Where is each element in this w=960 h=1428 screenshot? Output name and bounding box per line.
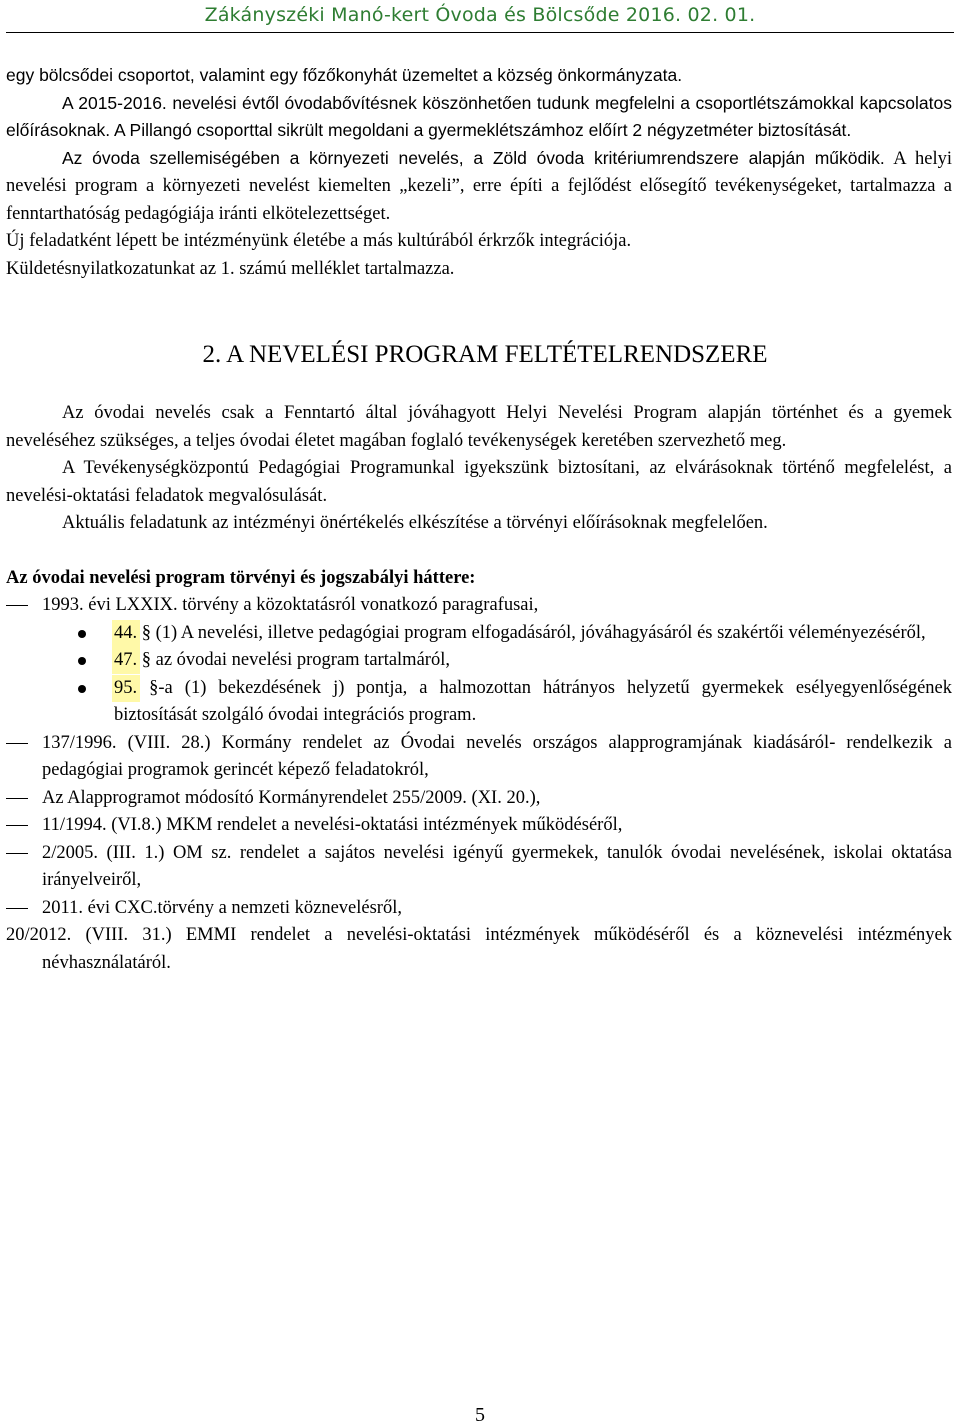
list-item xyxy=(6,592,952,620)
spacer xyxy=(6,283,952,338)
bullet-marker xyxy=(78,630,86,638)
intro-paragraph-3 xyxy=(6,145,952,229)
list-sub-item xyxy=(6,647,952,675)
dash-marker xyxy=(6,605,28,606)
intro-paragraph-4: Új feladatként lépett be intézményünk életébe a más kultúrából érkrzők integrációja. xyxy=(6,231,632,251)
dash-marker xyxy=(6,853,28,854)
intro-paragraph-3-sans: Az óvoda szellemiségében a környezeti nevelés, a Zöld óvoda kritériumrendszere alapján működik. xyxy=(62,147,885,168)
list-sub-item-text: 95. §-a (1) bekezdésének j) pontja, a halmozottan hátrányos helyzetű gyermekek esélyegyenlőségének biztosítását szolgáló óvodai integrációs program. xyxy=(114,677,952,725)
intro-paragraph-3-serif: A helyi nevelési program a környezeti nevelést kiemelten „kezeli”, erre építi a fejlődést elősegítő tevékenységeket, tartalmazza a fenntarthatóság pedagógiája iránti elkötelezettséget. xyxy=(6,148,953,224)
section-paragraph-1: Az óvodai nevelés csak a Fenntartó által jóváhagyott Helyi Nevelési Program alapján történhet és a gyemek neveléséhez szükséges, a teljes óvodai életet magában foglaló tevékenységek keretében szervezhető meg. xyxy=(6,403,952,451)
header-divider xyxy=(6,32,954,33)
dash-marker xyxy=(6,825,28,826)
list-item-text: 137/1996. (VIII. 28.) Kormány rendelet az Óvodai nevelés országos alapprogramjának kiadásáról- rendelkezik a pedagógiai programok gerincét képező feladatokról, xyxy=(42,732,952,780)
section-paragraph-3: Aktuális feladatunk az intézményi önértékelés elkészítése a törvényi előírásoknak megfelelően. xyxy=(62,513,768,533)
dash-marker xyxy=(6,798,28,799)
spacer xyxy=(6,538,952,565)
dash-marker xyxy=(6,743,28,744)
intro-paragraph-2: A 2015-2016. nevelési évtől óvodabővítésnek köszönhetően tudunk megfelelni a csoportlétszámokkal kapcsolatos előírásoknak. A Pillangó csoporttal sikrült megoldani a gyermeklétszámhoz előírt 2 négyzetméter biztosítását. xyxy=(6,92,952,140)
list-item-text: 2/2005. (III. 1.) OM sz. rendelet a sajátos nevelési igényű gyermekek, tanulók óvodai nevelésének, iskolai oktatása irányelveiről, xyxy=(42,842,952,890)
list-sub-item xyxy=(6,620,952,648)
dash-marker xyxy=(6,908,28,909)
list-item xyxy=(6,730,952,785)
legal-list xyxy=(6,592,952,922)
list-item-text: 2011. évi CXC.törvény a nemzeti köznevelésről, xyxy=(42,897,402,918)
list-item xyxy=(6,785,952,813)
bullet-marker xyxy=(78,685,86,693)
intro-paragraph-1: egy bölcsődei csoportot, valamint egy főzőkonyhát üzemeltet a község önkormányzata. xyxy=(6,65,683,85)
list-item xyxy=(6,812,952,840)
page-number: 5 xyxy=(475,1404,485,1426)
list-sub-item-text: 44. § (1) A nevelési, illetve pedagógiai program elfogadásáról, jóváhagyásáról és szakértői véleményezéséről, xyxy=(114,622,926,643)
bullet-marker xyxy=(78,657,86,665)
page-header-title: Zákányszéki Manó-kert Óvoda és Bölcsőde 2016. 02. 01. xyxy=(204,4,756,26)
list-item xyxy=(6,895,952,923)
legal-heading: Az óvodai nevelési program törvényi és jogszabályi háttere: xyxy=(6,567,476,588)
section-heading: 2. A NEVELÉSI PROGRAM FELTÉTELRENDSZERE xyxy=(202,341,768,368)
intro-paragraph-5: Küldetésnyilatkozatunkat az 1. számú melléklet tartalmazza. xyxy=(6,258,455,279)
list-sub-item-text: 47. § az óvodai nevelési program tartalmáról, xyxy=(114,650,450,670)
list-item-text: 1993. évi LXXIX. törvény a közoktatásról vonatkozó paragrafusai, xyxy=(42,595,539,615)
list-item-text: Az Alapprogramot módosító Kormányrendelet 255/2009. (XI. 20.), xyxy=(42,787,541,808)
document-body xyxy=(6,62,952,977)
list-sub-item xyxy=(6,675,952,730)
legal-last-item: 20/2012. (VIII. 31.) EMMI rendelet a nevelési-oktatási intézmények működéséről és a köznevelési intézmények névhasználatáról. xyxy=(6,925,952,973)
section-paragraph-2: A Tevékenységközpontú Pedagógiai Programunkal igyekszünk biztosítani, az elvárásoknak történő megfelelést, a nevelési-oktatási feladatok megvalósulását. xyxy=(6,458,952,506)
list-item xyxy=(6,840,952,895)
spacer xyxy=(6,372,952,400)
list-item-text: 11/1994. (VI.8.) MKM rendelet a nevelési-oktatási intézmények működéséről, xyxy=(42,815,623,835)
